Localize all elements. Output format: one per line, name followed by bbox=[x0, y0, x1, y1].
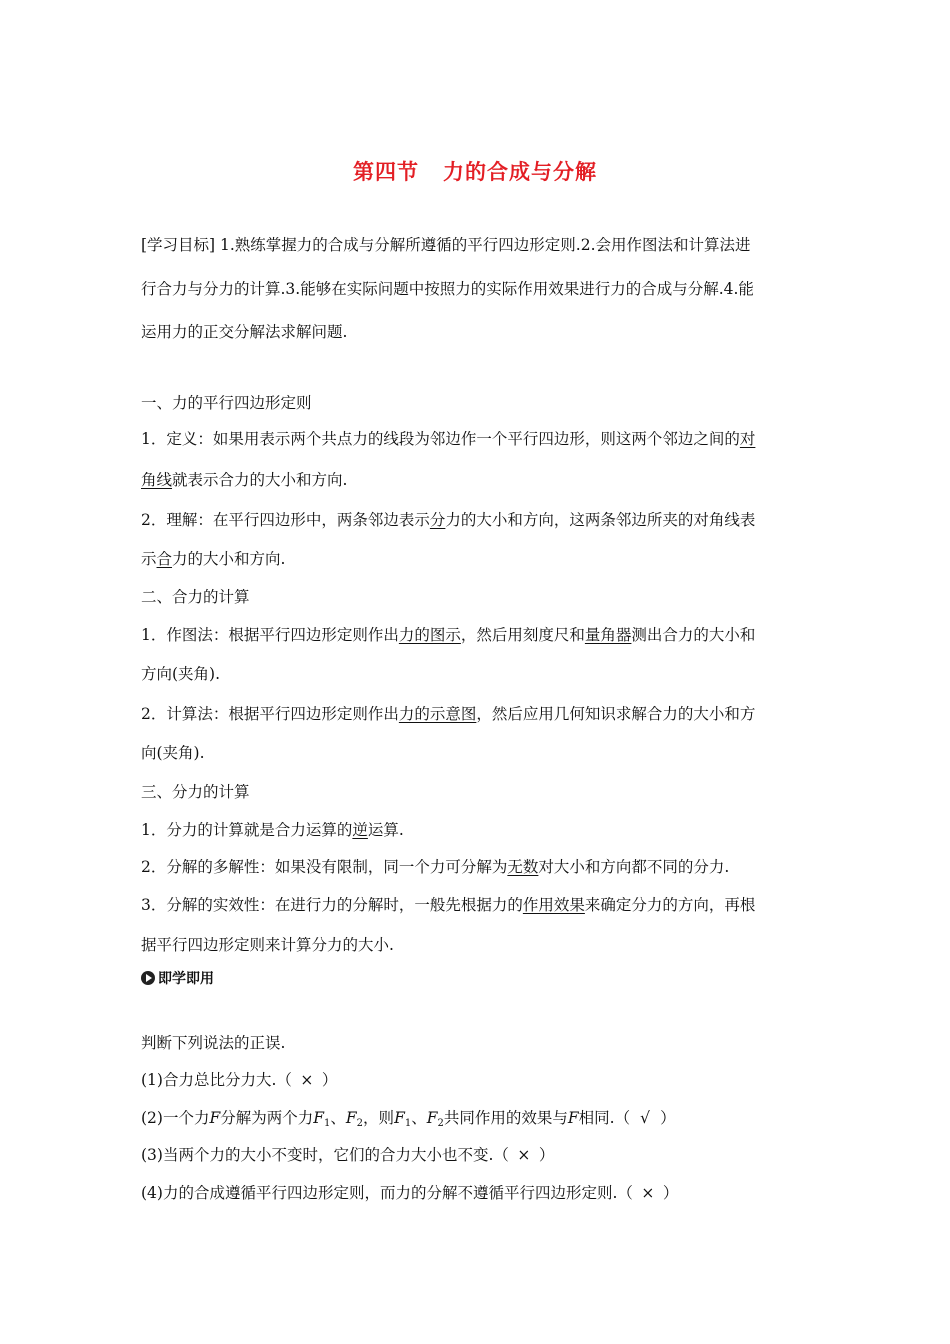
text: 2．理解：在平行四边形中，两条邻边表示 bbox=[141, 511, 430, 529]
question-text: ，则 bbox=[363, 1109, 395, 1127]
answer-underlined: 合 bbox=[156, 550, 173, 568]
question-3 bbox=[141, 1145, 813, 1165]
objectives-line-3: 运用力的正交分解法求解问题. bbox=[141, 323, 348, 341]
question-text: 共同作用的效果与 bbox=[443, 1109, 568, 1127]
question-text: (3)当两个力的大小不变时，它们的合力大小也不变. bbox=[141, 1146, 494, 1164]
question-text: 相同. bbox=[578, 1109, 615, 1127]
subscript: 1 bbox=[324, 1118, 331, 1129]
section-3-item-3 bbox=[141, 895, 813, 915]
var-F: F bbox=[345, 1109, 357, 1127]
separator: 、 bbox=[411, 1109, 427, 1127]
section-3-item-1 bbox=[141, 820, 813, 840]
title-topic: 力的合成与分解 bbox=[443, 160, 597, 184]
answer-underlined: 分 bbox=[429, 511, 446, 529]
section-3-heading: 三、分力的计算 bbox=[141, 783, 250, 801]
section-1-item-2-cont bbox=[141, 549, 813, 569]
question-text: (4)力的合成遵循平行四边形定则，而力的分解不遵循平行四边形定则. bbox=[141, 1184, 618, 1202]
question-text: (2)一个力 bbox=[141, 1109, 210, 1127]
paren: ） bbox=[321, 1071, 338, 1089]
question-1 bbox=[141, 1070, 813, 1090]
section-1-item-1-cont bbox=[141, 470, 813, 490]
answer-underlined: 力的示意图 bbox=[398, 705, 477, 723]
answer-underlined: 作用效果 bbox=[522, 896, 585, 914]
text: 2．分解的多解性：如果没有限制，同一个力可分解为 bbox=[141, 858, 508, 876]
var-F: F bbox=[567, 1109, 579, 1127]
text: 1．分力的计算就是合力运算的 bbox=[141, 821, 353, 839]
text: 就表示合力的大小和方向. bbox=[172, 471, 348, 489]
answer-underlined: 量角器 bbox=[584, 626, 632, 644]
text: 示 bbox=[141, 550, 157, 568]
paren: （ bbox=[493, 1146, 509, 1164]
question-text: 分解为两个力 bbox=[220, 1109, 314, 1127]
section-2-item-2 bbox=[141, 704, 813, 724]
subscript: 2 bbox=[437, 1118, 444, 1129]
section-2-item-1 bbox=[141, 625, 813, 645]
section-2-item-2-cont: 向(夹角). bbox=[141, 744, 205, 762]
text: 1．作图法：根据平行四边形定则作出 bbox=[141, 626, 399, 644]
paren: （ bbox=[617, 1184, 633, 1202]
var-F: F bbox=[313, 1109, 325, 1127]
answer-underlined: 力的图示 bbox=[398, 626, 461, 644]
section-2-heading: 二、合力的计算 bbox=[141, 588, 250, 606]
text: 对大小和方向都不同的分力. bbox=[538, 858, 730, 876]
subscript: 1 bbox=[404, 1118, 412, 1129]
separator: 、 bbox=[330, 1109, 346, 1127]
practice-label-text: 即学即用 bbox=[158, 971, 214, 987]
paren: （ bbox=[614, 1109, 631, 1127]
section-1-item-1 bbox=[141, 429, 813, 449]
objectives-line-1: [学习目标] 1.熟练掌握力的合成与分解所遵循的平行四边形定则.2.会用作图法和计算法进 bbox=[141, 236, 751, 254]
text: 测出合力的大小和 bbox=[631, 626, 756, 644]
text: 2．计算法：根据平行四边形定则作出 bbox=[141, 705, 399, 723]
question-4 bbox=[141, 1183, 813, 1203]
text: 3．分解的实效性：在进行力的分解时，一般先根据力的 bbox=[141, 896, 523, 914]
var-F: F bbox=[209, 1109, 221, 1127]
answer-underlined: 对 bbox=[739, 430, 756, 448]
answer-underlined: 逆 bbox=[352, 821, 368, 839]
paren: ） bbox=[660, 1109, 676, 1127]
var-F: F bbox=[394, 1109, 405, 1127]
text: 力的大小和方向，这两条邻边所夹的对角线表 bbox=[445, 511, 756, 529]
title-section-number: 第四节 bbox=[353, 160, 419, 184]
play-circle-icon bbox=[141, 971, 155, 985]
var-F: F bbox=[426, 1109, 438, 1127]
text: 力的大小和方向. bbox=[172, 550, 286, 568]
answer-underlined: 无数 bbox=[507, 858, 539, 876]
objectives-line-2: 行合力与分力的计算.3.能够在实际问题中按照力的实际作用效果进行力的合成与分解.4.能 bbox=[141, 280, 754, 298]
answer-mark: × bbox=[641, 1184, 655, 1202]
text: 来确定分力的方向，再根 bbox=[584, 896, 756, 914]
question-2 bbox=[141, 1108, 813, 1128]
section-1-heading: 一、力的平行四边形定则 bbox=[141, 394, 312, 412]
question-text: (1)合力总比分力大. bbox=[141, 1071, 277, 1089]
section-3-item-3-cont: 据平行四边形定则来计算分力的大小. bbox=[141, 936, 394, 954]
answer-mark: × bbox=[300, 1071, 314, 1089]
subscript: 2 bbox=[356, 1118, 364, 1129]
text: ，然后用刻度尺和 bbox=[460, 626, 585, 644]
page-title bbox=[0, 156, 950, 186]
section-1-item-2 bbox=[141, 510, 813, 530]
section-2-item-1-cont: 方向(夹角). bbox=[141, 665, 221, 683]
text: ，然后应用几何知识求解合力的大小和方 bbox=[476, 705, 756, 723]
practice-prompt: 判断下列说法的正误. bbox=[141, 1034, 286, 1052]
paren: ） bbox=[662, 1184, 679, 1202]
text: 运算. bbox=[367, 821, 404, 839]
paren: ） bbox=[538, 1146, 555, 1164]
answer-mark: √ bbox=[640, 1109, 651, 1127]
practice-label bbox=[141, 969, 214, 989]
answer-underlined: 角线 bbox=[141, 471, 173, 489]
answer-mark: × bbox=[517, 1146, 531, 1164]
text: 1．定义：如果用表示两个共点力的线段为邻边作一个平行四边形，则这两个邻边之间的 bbox=[141, 430, 740, 448]
paren: （ bbox=[276, 1071, 292, 1089]
section-3-item-2 bbox=[141, 857, 813, 877]
